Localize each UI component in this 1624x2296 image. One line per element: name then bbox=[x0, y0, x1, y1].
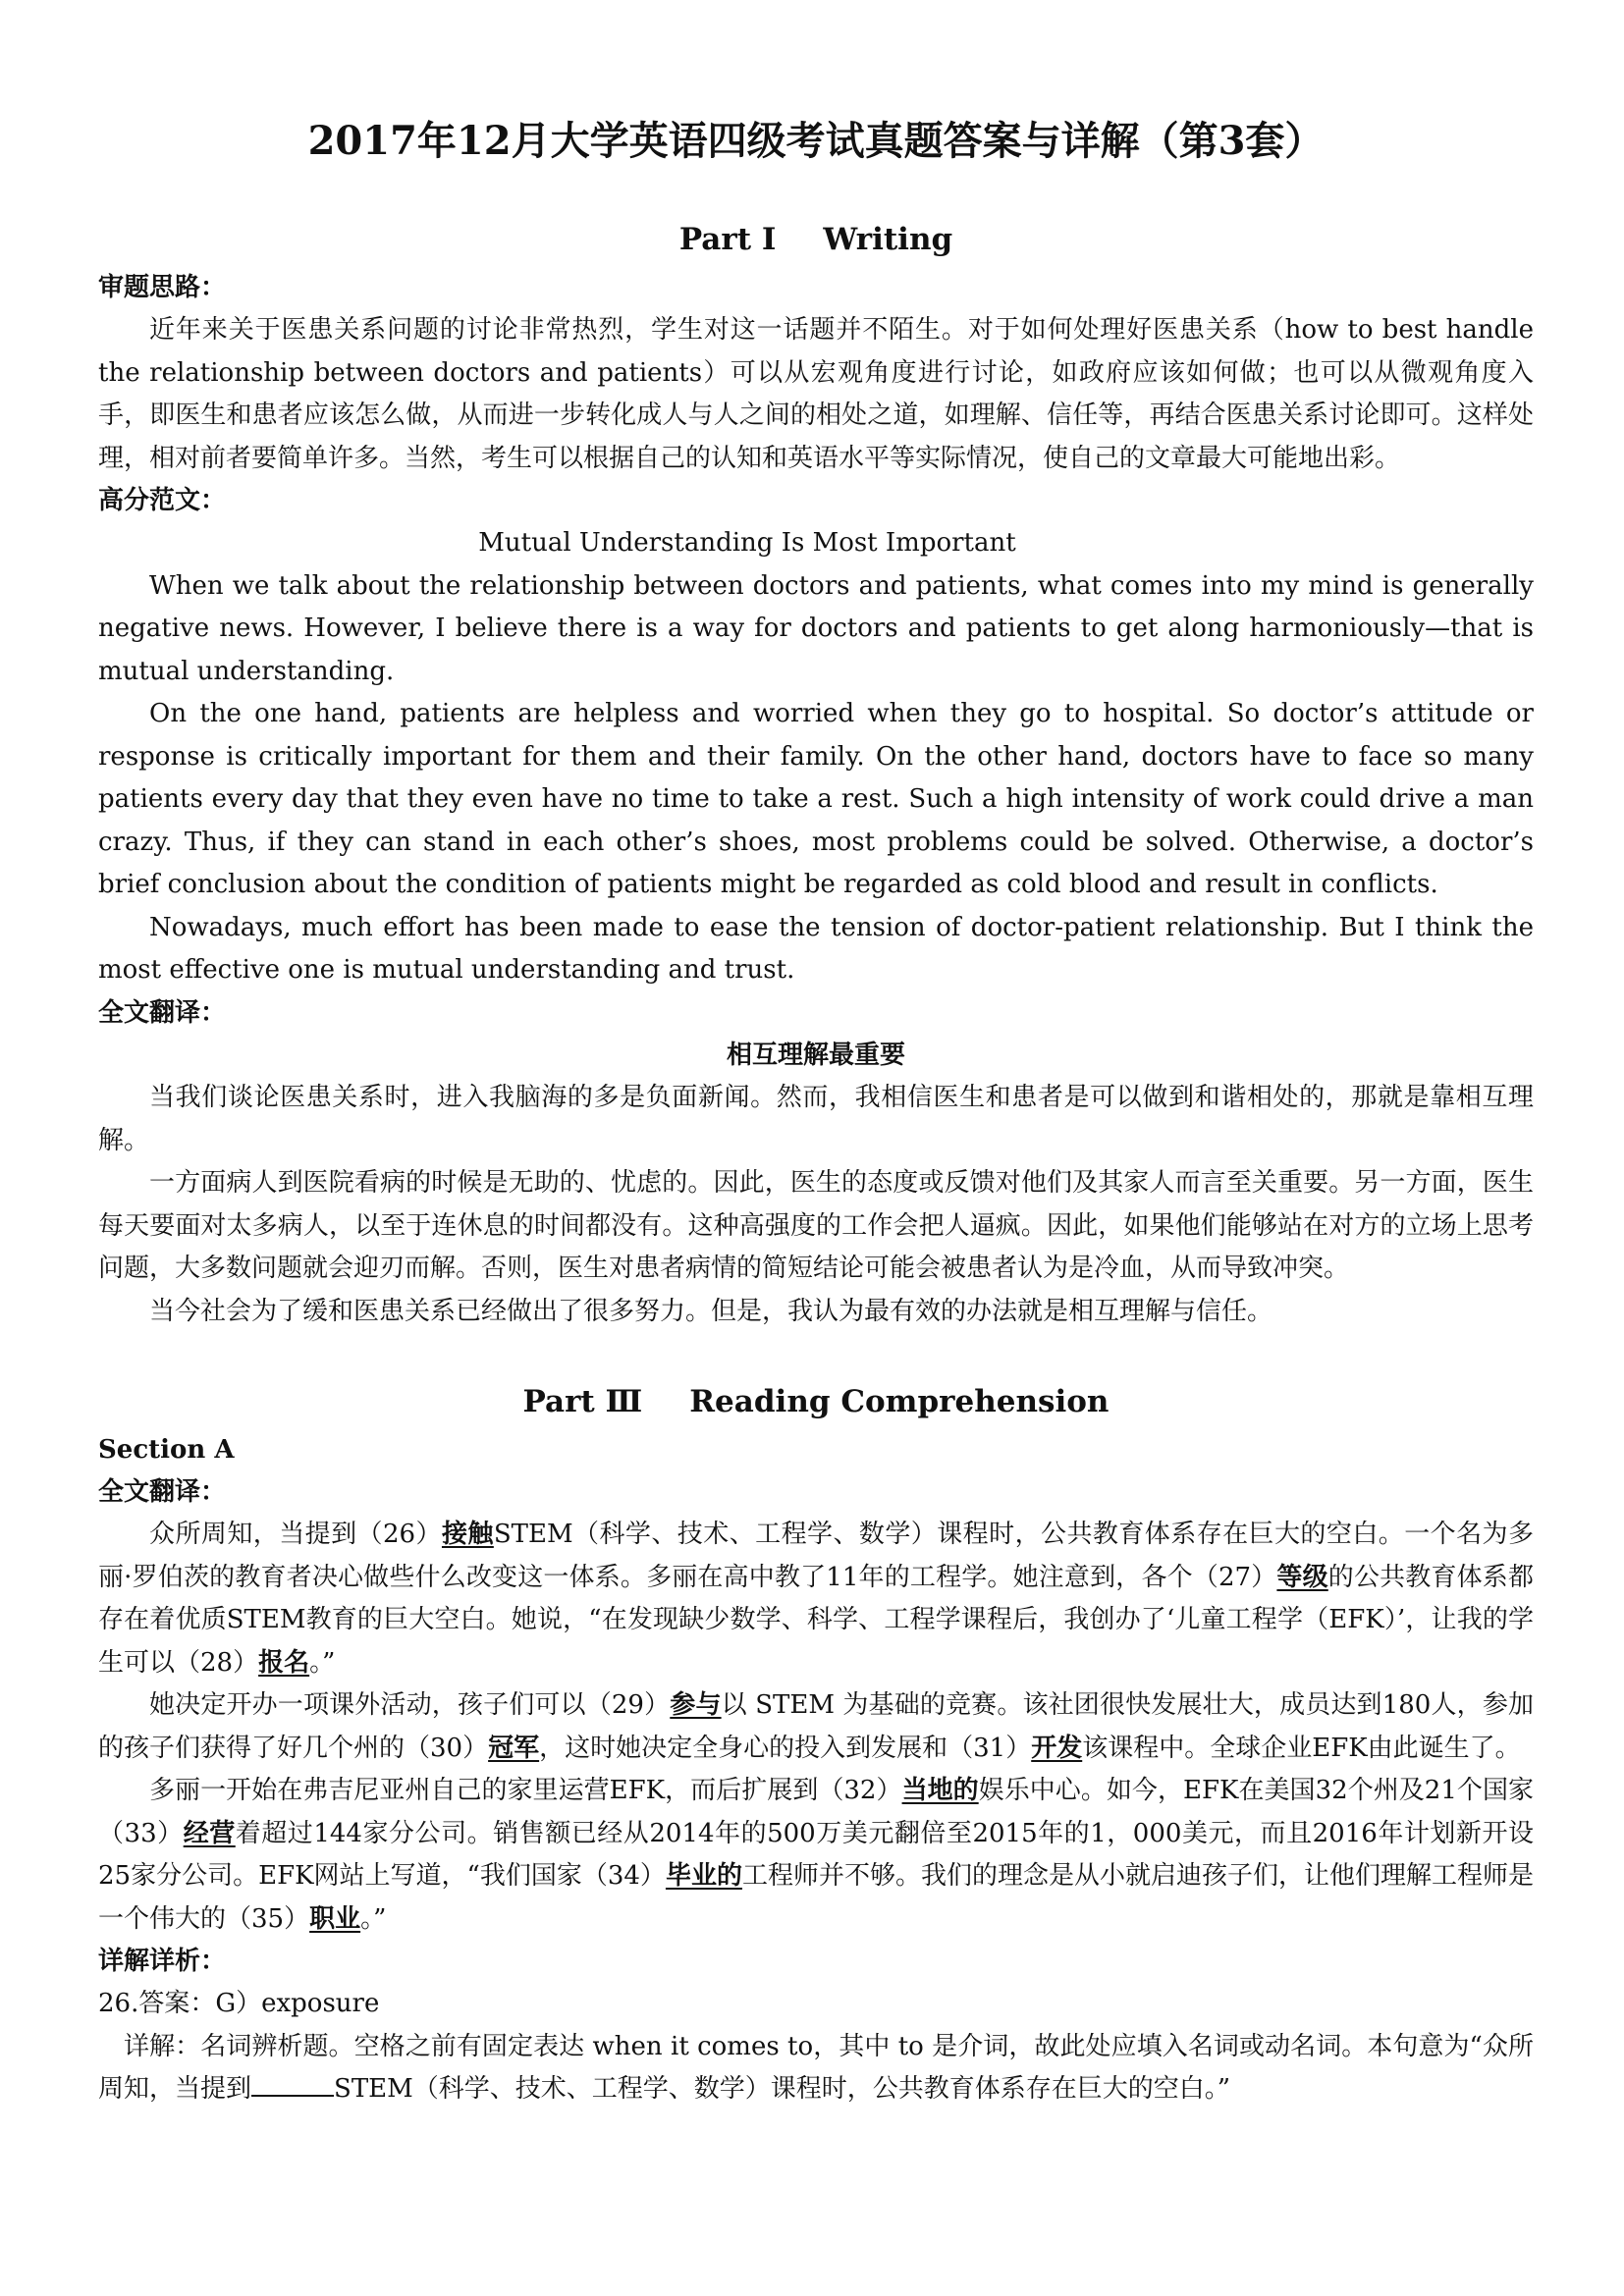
section-a-label: Section A bbox=[98, 1435, 235, 1465]
keyword-35: 职业 bbox=[309, 1903, 361, 1934]
fill-blank-line bbox=[251, 2094, 334, 2097]
keyword-32: 当地的 bbox=[901, 1776, 979, 1805]
translation-title: 相互理解最重要 bbox=[726, 1040, 905, 1070]
text-run: STEM（科学、技术、工程学、数学）课程时，公共教育体系存在巨大的空白。一个名为多丽·罗伯茨的教育者决心做些什么改变这一体系。多丽在高中教了11年的工程学。她注意到，各个（27） bbox=[98, 1520, 1534, 1592]
reading-translation-label: 全文翻译： bbox=[98, 1477, 227, 1507]
part1-number: Part I bbox=[678, 222, 777, 257]
essay-paragraph: When we talk about the relationship between doctors and patients, what comes into my mind is generally negative news. However, I believe there is a way for doctors and patients to get along harmoniously—that is mutual understanding. bbox=[98, 570, 1534, 686]
text-run: 多丽一开始在弗吉尼亚州自己的家里运营EFK，而后扩展到（32） bbox=[149, 1776, 902, 1805]
text-run: 她决定开办一项课外活动，孩子们可以（29） bbox=[149, 1690, 671, 1720]
page-title: 2017年12月大学英语四级考试真题答案与详解（第3套） bbox=[307, 118, 1325, 164]
translation-paragraph: 当我们谈论医患关系时，进入我脑海的多是负面新闻。然而，我相信医生和患者是可以做到和谐相处的，那就是靠相互理解。 bbox=[98, 1083, 1534, 1155]
keyword-28: 报名 bbox=[258, 1647, 310, 1678]
text-run: 的公共教育体系都存在着优质STEM教育的巨大空白。她说，“在发现缺少数学、科学、工程学课程后，我创办了‘儿童工程学（EFK）’，让我的学生可以（28） bbox=[98, 1562, 1534, 1678]
detail-analysis-label: 详解详析： bbox=[98, 1947, 227, 1976]
translation-paragraph: 当今社会为了缓和医患关系已经做出了很多努力。但是，我认为最有效的办法就是相互理解与信任。 bbox=[149, 1296, 1273, 1326]
sample-essay-label: 高分范文： bbox=[98, 486, 227, 515]
keyword-26: 接触 bbox=[441, 1520, 494, 1549]
explanation-26 bbox=[98, 2026, 1534, 2111]
text-run: 。” bbox=[309, 1647, 336, 1678]
translation-label: 全文翻译： bbox=[98, 997, 227, 1028]
keyword-30: 冠军 bbox=[488, 1733, 540, 1763]
text-run: STEM（科学、技术、工程学、数学）课程时，公共教育体系存在巨大的空白。” bbox=[334, 2074, 1231, 2104]
reading-translation-paragraph bbox=[98, 1684, 1534, 1770]
part3-heading bbox=[98, 1382, 1534, 1421]
answer-26: 26.答案：G）exposure bbox=[98, 1989, 380, 2018]
part3-number: Part Ⅲ bbox=[522, 1384, 643, 1419]
text-run: 娱乐中心。如今，EFK在美国32个州及21个国家（33） bbox=[98, 1776, 1534, 1848]
text-run: 以 STEM 为基础的竞赛。该社团很快发展壮大，成员达到180人，参加的孩子们获得了好几个州的（30） bbox=[98, 1690, 1534, 1763]
reading-translation-paragraph bbox=[98, 1514, 1534, 1684]
analysis-text: 近年来关于医患关系问题的讨论非常热烈，学生对这一话题并不陌生。对于如何处理好医患关系（how to best handle the relationship between doctors and patients）可以从宏观角度进行讨论，如政府应该如何做；也可以从微观角度入手，即医生和患者应该怎么做，从而进一步转化成人与人之间的相处之道，如理解、信任等，再结合医患关系讨论即可。这样处理，相对前者要简单许多。当然，考生可以根据自己的认知和英语水平等实际情况，使自己的文章最大可能地出彩。 bbox=[98, 315, 1534, 473]
text-run: 众所周知，当提到（26） bbox=[149, 1520, 442, 1549]
essay-paragraph: On the one hand, patients are helpless and worried when they go to hospital. So doctor’s attitude or response is critically important for them and their family. On the other hand, doctors have to face so many patients every day that they even have no time to take a rest. Such a high intensity of work could drive a man crazy. Thus, if they can stand in each other’s shoes, most problems could be solved. Otherwise, a doctor’s brief conclusion about the condition of patients might be regarded as cold blood and result in conflicts. bbox=[98, 699, 1534, 899]
text-run: 着超过144家分公司。销售额已经从2014年的500万美元翻倍至2015年的1，000美元，而且2016年计划新开设25家分公司。EFK网站上写道，“我们国家（34） bbox=[98, 1818, 1534, 1891]
keyword-33: 经营 bbox=[183, 1818, 236, 1848]
keyword-27: 等级 bbox=[1276, 1562, 1328, 1592]
text-run: 工程师并不够。我们的理念是从小就启迪孩子们，让他们理解工程师是一个伟大的（35） bbox=[98, 1861, 1534, 1934]
essay-paragraph: Nowadays, much effort has been made to ease the tension of doctor-patient relationship. But I think the most effective one is mutual understanding and trust. bbox=[98, 912, 1534, 985]
text-run: 详解：名词辨析题。空格之前有固定表达 when it comes to，其中 to 是介词，故此处应填入名词或动名词。本句意为“众所周知，当提到 bbox=[98, 2031, 1534, 2104]
translation-paragraph: 一方面病人到医院看病的时候是无助的、忧虑的。因此，医生的态度或反馈对他们及其家人而言至关重要。另一方面，医生每天要面对太多病人，以至于连休息的时间都没有。这种高强度的工作会把人逼疯。因此，如果他们能够站在对方的立场上思考问题，大多数问题就会迎刃而解。否则，医生对患者病情的简短结论可能会被患者认为是冷血，从而导致冲突。 bbox=[98, 1168, 1534, 1283]
reading-translation-paragraph bbox=[98, 1770, 1534, 1941]
part1-name: Writing bbox=[823, 222, 953, 257]
keyword-31: 开发 bbox=[1031, 1733, 1083, 1763]
part3-name: Reading Comprehension bbox=[689, 1384, 1110, 1419]
text-run: ，这时她决定全身心的投入到发展和（31） bbox=[539, 1733, 1032, 1763]
document-page bbox=[98, 116, 1534, 2111]
text-run: 。” bbox=[360, 1903, 387, 1934]
part1-heading bbox=[98, 220, 1534, 259]
keyword-34: 毕业的 bbox=[665, 1861, 742, 1891]
essay-title: Mutual Understanding Is Most Important bbox=[478, 528, 1016, 558]
text-run: 该课程中。全球企业EFK由此诞生了。 bbox=[1082, 1733, 1521, 1763]
keyword-29: 参与 bbox=[670, 1690, 722, 1720]
analysis-label: 审题思路： bbox=[98, 273, 227, 302]
